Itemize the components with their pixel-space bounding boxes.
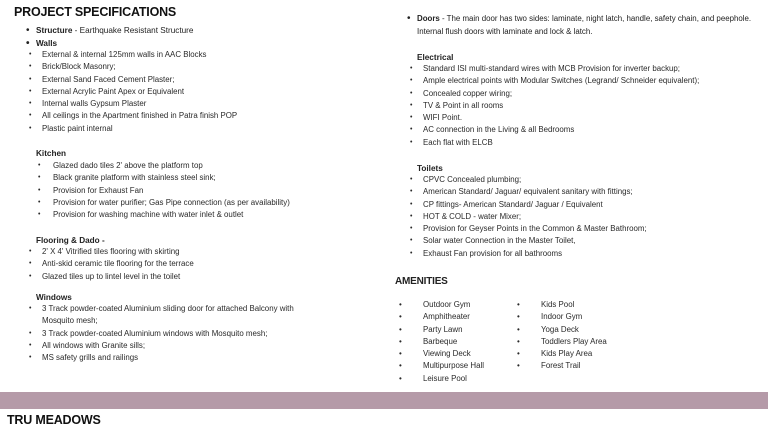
kitchen-list [14, 160, 396, 221]
flooring-section [36, 235, 396, 283]
doors-label: Doors [417, 14, 440, 23]
electrical-item: • Each flat with ELCB [403, 137, 768, 149]
windows-item: • 3 Track powder-coated Aluminium windows with Mosquito mesh; [22, 328, 322, 340]
structure-line [36, 25, 396, 36]
kitchen-item: • Provision for water purifier; Gas Pipe connection (as per availability) [14, 197, 396, 209]
kitchen-item: • Provision for washing machine with water inlet & outlet [14, 209, 396, 221]
amenity-item: • Viewing Deck [394, 348, 514, 360]
walls-section [36, 38, 396, 135]
electrical-list [403, 63, 768, 149]
electrical-item: • Concealed copper wiring; [403, 88, 768, 100]
walls-item: • External Acrylic Paint Apex or Equivalent [22, 86, 396, 98]
flooring-item: • Anti-skid ceramic tile flooring for the terrace [22, 258, 396, 270]
toilets-label: Toilets [417, 164, 443, 173]
electrical-item: • WIFI Point. [403, 112, 768, 124]
flooring-label: Flooring & Dado - [36, 236, 105, 245]
kitchen-item: • Glazed dado tiles 2' above the platform top [14, 160, 396, 172]
windows-label: Windows [36, 293, 72, 302]
amenities-col2 [512, 299, 632, 373]
amenities-col1 [394, 299, 514, 385]
footer-title: TRU MEADOWS [7, 413, 101, 427]
windows-item: • 3 Track powder-coated Aluminium sliding door for attached Balcony with Mosquito mesh; [22, 303, 322, 328]
doors-text: - The main door has two sides: laminate, night latch, handle, safety chain, and peephole. Internal flush doors with laminate and lock & latch. [417, 14, 752, 36]
structure-label: Structure [36, 26, 73, 35]
structure-text: - Earthquake Resistant Structure [72, 26, 194, 35]
flooring-list [22, 246, 396, 283]
walls-item: • Plastic paint internal [22, 123, 396, 135]
amenity-item: • Yoga Deck [512, 324, 632, 336]
toilets-item: • CP fittings- American Standard/ Jaguar / Equivalent [403, 199, 768, 211]
amenity-item: • Forest Trail [512, 360, 632, 372]
walls-item: • External & internal 125mm walls in AAC Blocks [22, 49, 396, 61]
electrical-section [417, 52, 768, 149]
structure-section [36, 25, 396, 36]
windows-item: • All windows with Granite sills; [22, 340, 322, 352]
toilets-item: • Solar water Connection in the Master Toilet, [403, 235, 768, 247]
amenity-item: • Outdoor Gym [394, 299, 514, 311]
electrical-item: • TV & Point in all rooms [403, 100, 768, 112]
windows-list [22, 303, 322, 364]
walls-item: • Internal walls Gypsum Plaster [22, 98, 396, 110]
toilets-item: • HOT & COLD - water Mixer; [403, 211, 768, 223]
kitchen-label: Kitchen [36, 149, 67, 158]
amenity-item: • Kids Play Area [512, 348, 632, 360]
toilets-item: • CPVC Concealed plumbing; [403, 174, 768, 186]
amenity-item: • Indoor Gym [512, 311, 632, 323]
toilets-item: • Exhaust Fan provision for all bathrooms [403, 248, 768, 260]
amenity-item: • Kids Pool [512, 299, 632, 311]
walls-item: • Brick/Block Masonry; [22, 61, 396, 73]
walls-item: • All ceilings in the Apartment finished in Patra finish POP [22, 110, 396, 122]
amenities-title: AMENITIES [395, 276, 448, 287]
toilets-list [403, 174, 768, 260]
amenity-item: • Toddlers Play Area [512, 336, 632, 348]
toilets-item: • American Standard/ Jaguar/ equivalent sanitary with fittings; [403, 186, 768, 198]
doors-line [417, 13, 757, 38]
amenity-item: • Party Lawn [394, 324, 514, 336]
windows-item: • MS safety grills and railings [22, 352, 322, 364]
kitchen-item: • Black granite platform with stainless steel sink; [14, 172, 396, 184]
amenity-item: • Multipurpose Hall [394, 360, 514, 372]
walls-item: • External Sand Faced Cement Plaster; [22, 74, 396, 86]
electrical-item: • Ample electrical points with Modular Switches (Legrand/ Schneider equivalent); [403, 75, 768, 87]
kitchen-item: • Provision for Exhaust Fan [14, 185, 396, 197]
toilets-section [417, 163, 768, 260]
doors-section [417, 13, 757, 38]
flooring-item: • 2' X 4' Vitrified tiles flooring with skirting [22, 246, 396, 258]
toilets-item: • Provision for Geyser Points in the Common & Master Bathroom; [403, 223, 768, 235]
electrical-item: • Standard ISI multi-standard wires with MCB Provision for inverter backup; [403, 63, 768, 75]
amenity-item: • Barbeque [394, 336, 514, 348]
electrical-item: • AC connection in the Living & all Bedrooms [403, 124, 768, 136]
flooring-item: • Glazed tiles up to lintel level in the toilet [22, 271, 396, 283]
amenity-item: • Leisure Pool [394, 373, 514, 385]
walls-label: • Walls [36, 38, 396, 49]
page-title: PROJECT SPECIFICATIONS [14, 5, 177, 19]
amenity-item: • Amphitheater [394, 311, 514, 323]
footer-band [0, 392, 768, 409]
kitchen-section [36, 148, 396, 221]
electrical-label: Electrical [417, 53, 454, 62]
windows-section [36, 292, 396, 364]
walls-list [22, 49, 396, 135]
